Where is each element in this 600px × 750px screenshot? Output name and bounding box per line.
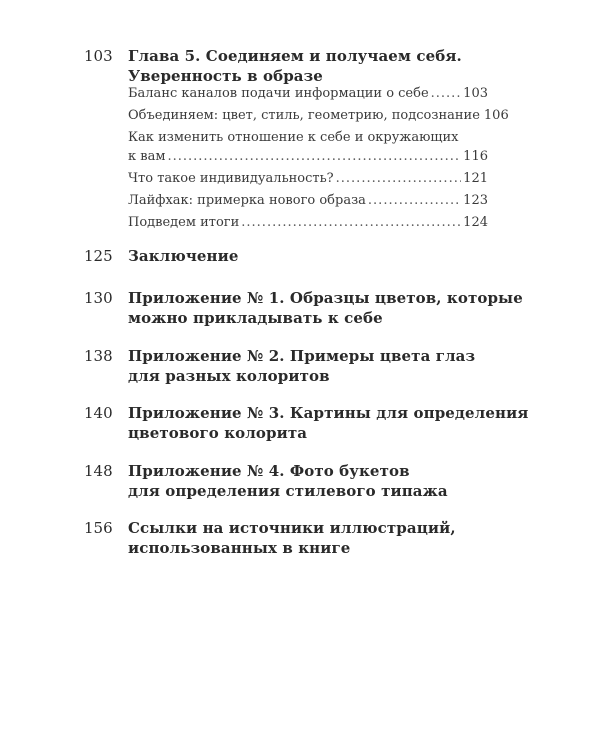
dot-leader xyxy=(336,169,462,188)
page-number: 148 xyxy=(84,462,113,480)
page-number: 130 xyxy=(84,289,113,307)
toc-subsection[interactable]: Баланс каналов подачи информации о себе ..... 103 xyxy=(128,84,488,103)
page-number: 156 xyxy=(84,519,113,537)
page-number: 138 xyxy=(84,347,113,365)
toc-subsection[interactable]: Объединяем: цвет, стиль, геометрию, подсознание 106 xyxy=(128,108,509,123)
chapter-title: Заключение xyxy=(128,247,239,265)
chapter-title: Приложение № 1. Образцы цветов, которые можно прикладывать к себе xyxy=(128,289,523,327)
dot-leader xyxy=(368,191,461,210)
toc-subsection[interactable]: Подведем итоги ..... 124 xyxy=(128,213,488,232)
toc-subsection[interactable]: Как изменить отношение к себе и окружающих к вам ..... 116 xyxy=(128,128,488,166)
chapter-title: Глава 5. Соединяем и получаем себя. Уверенность в образе xyxy=(128,47,462,85)
dot-leader xyxy=(431,84,462,103)
page-number: 125 xyxy=(84,247,113,265)
page-number: 103 xyxy=(84,47,113,65)
chapter-title: Приложение № 2. Примеры цвета глаз для разных колоритов xyxy=(128,347,476,385)
chapter-title: Приложение № 3. Картины для определения цветового колорита xyxy=(128,404,529,442)
dot-leader xyxy=(167,147,461,166)
chapter-title: Приложение № 4. Фото букетов для определения стилевого типажа xyxy=(128,462,448,500)
toc-subsection[interactable]: Что такое индивидуальность? ..... 121 xyxy=(128,169,488,188)
page-number: 140 xyxy=(84,404,113,422)
dot-leader xyxy=(241,213,461,232)
toc-subsection[interactable]: Лайфхак: примерка нового образа ..... 123 xyxy=(128,191,488,210)
chapter-title: Ссылки на источники иллюстраций, использованных в книге xyxy=(128,519,456,557)
toc-subsection-list xyxy=(128,84,509,232)
